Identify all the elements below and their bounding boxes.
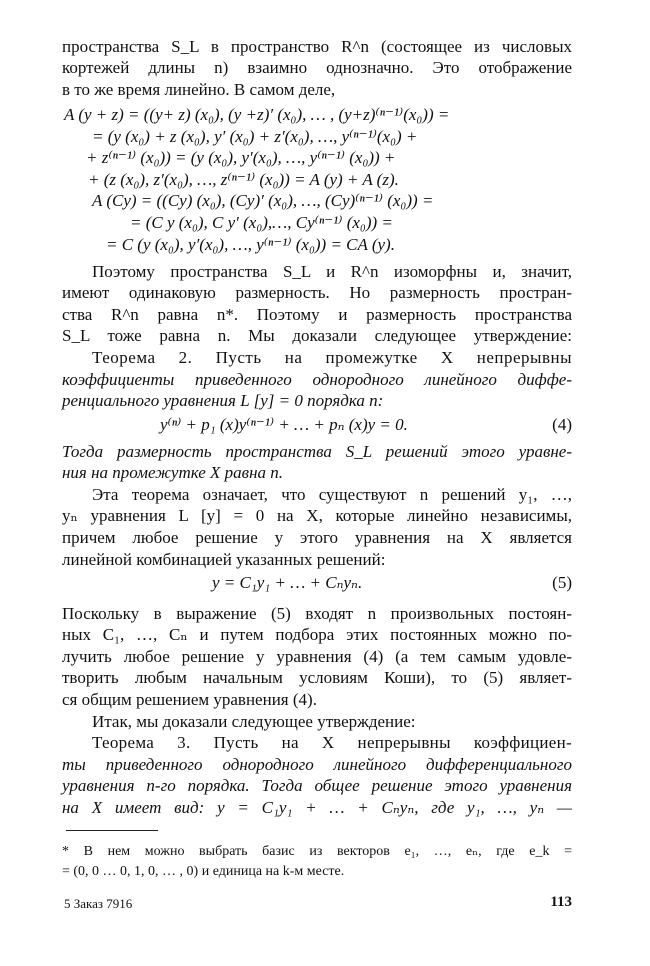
text-line: лучить любое решение y уравнения (4) (а тем самым удовле- (62, 647, 572, 666)
text-line: линейной комбинацией указанных решений: (62, 550, 386, 569)
equation-5-body: y = C₁y₁ + … + Cₙyₙ. (212, 573, 363, 592)
text-line: на X имеет вид: y = C₁y₁ + … + Cₙyₙ, где y₁, …, yₙ — (62, 798, 572, 817)
text-line: Тогда размерность пространства S_L решений этого уравне- (62, 442, 572, 461)
text-line: коэффициенты приведенного однородного линейного диффе- (62, 370, 572, 389)
text-line: уравнения n-го порядка. Тогда общее решение этого уравнения (62, 776, 572, 795)
text-line: ния на промежутке X равна n. (62, 463, 283, 482)
page-number: 113 (550, 894, 572, 910)
equation-number: (5) (552, 573, 572, 592)
text-line: ты приведенного однородного линейного дифференциального (62, 755, 572, 774)
equation-line: = (C y (x₀), C y′ (x₀),…, Cy⁽ⁿ⁻¹⁾ (x₀)) = (130, 213, 393, 232)
theorem-heading: Теорема 3. Пусть на X непрерывны коэффициен- (92, 733, 572, 752)
text-line: кортежей длины n) взаимно однозначно. Это отображение (62, 58, 572, 77)
equation-line: = C (y (x₀), y′(x₀), …, y⁽ⁿ⁻¹⁾ (x₀)) = CA (y). (106, 235, 395, 254)
equation-4-body: y⁽ⁿ⁾ + p₁ (x)y⁽ⁿ⁻¹⁾ + … + pₙ (x)y = 0. (160, 415, 408, 434)
text-line: причем любое решение y этого уравнения на X является (62, 528, 572, 547)
text-line: Эта теорема означает, что существуют n решений y₁, …, (92, 485, 572, 504)
equation-number: (4) (552, 415, 572, 434)
text-line: Итак, мы доказали следующее утверждение: (92, 712, 416, 731)
equation-line: + z⁽ⁿ⁻¹⁾ (x₀)) = (y (x₀), y′(x₀), …, y⁽ⁿ⁻¹⁾ (x₀)) + (86, 148, 396, 167)
equation-line: A (Cy) = ((Cy) (x₀), (Cy)′ (x₀), …, (Cy)⁽ⁿ⁻¹⁾ (x₀)) = (92, 191, 434, 210)
equation-line: = (y (x₀) + z (x₀), y′ (x₀) + z′(x₀), …, y⁽ⁿ⁻¹⁾(x₀) + (92, 127, 418, 146)
text-line: творить любым начальным условиям Коши), то (5) являет- (62, 668, 572, 687)
equation-line: A (y + z) = ((y+ z) (x₀), (y +z)′ (x₀), … , (y+z)⁽ⁿ⁻¹⁾(x₀)) = (64, 105, 450, 124)
footnote-rule (66, 830, 158, 831)
text-line: пространства S_L в пространство R^n (состоящее из числовых (62, 37, 572, 56)
text-line: S_L тоже равна n. Мы доказали следующее утверждение: (62, 326, 572, 345)
text-line: ных C₁, …, Cₙ и путем подбора этих постоянных можно по- (62, 625, 572, 644)
text-line: Поскольку в выражение (5) входят n произвольных постоян- (62, 604, 572, 623)
footnote-line: = (0, 0 … 0, 1, 0, … , 0) и единица на k-м месте. (62, 864, 345, 879)
text-line: yₙ уравнения L [y] = 0 на X, которые линейно независимы, (62, 506, 572, 525)
footnote-line: * В нем можно выбрать базис из векторов e₁, …, eₙ, где e_k = (62, 844, 572, 859)
text-line: Поэтому пространства S_L и R^n изоморфны и, значит, (92, 262, 572, 281)
equation-line: + (z (x₀), z′(x₀), …, z⁽ⁿ⁻¹⁾ (x₀)) = A (y) + A (z). (88, 170, 399, 189)
text-line: ся общим решением уравнения (4). (62, 690, 317, 709)
text-line: ренциального уравнения L [y] = 0 порядка n: (62, 391, 384, 410)
text-line: имеют одинаковую размерность. Но размерность простран- (62, 283, 572, 302)
theorem-heading: Теорема 2. Пусть на промежутке X непрерывны (92, 348, 572, 367)
text-line: в то же время линейно. В самом деле, (62, 80, 336, 99)
text-line: ства R^n равна n*. Поэтому и размерность пространства (62, 305, 572, 324)
signature-mark: 5 Заказ 7916 (64, 896, 133, 911)
